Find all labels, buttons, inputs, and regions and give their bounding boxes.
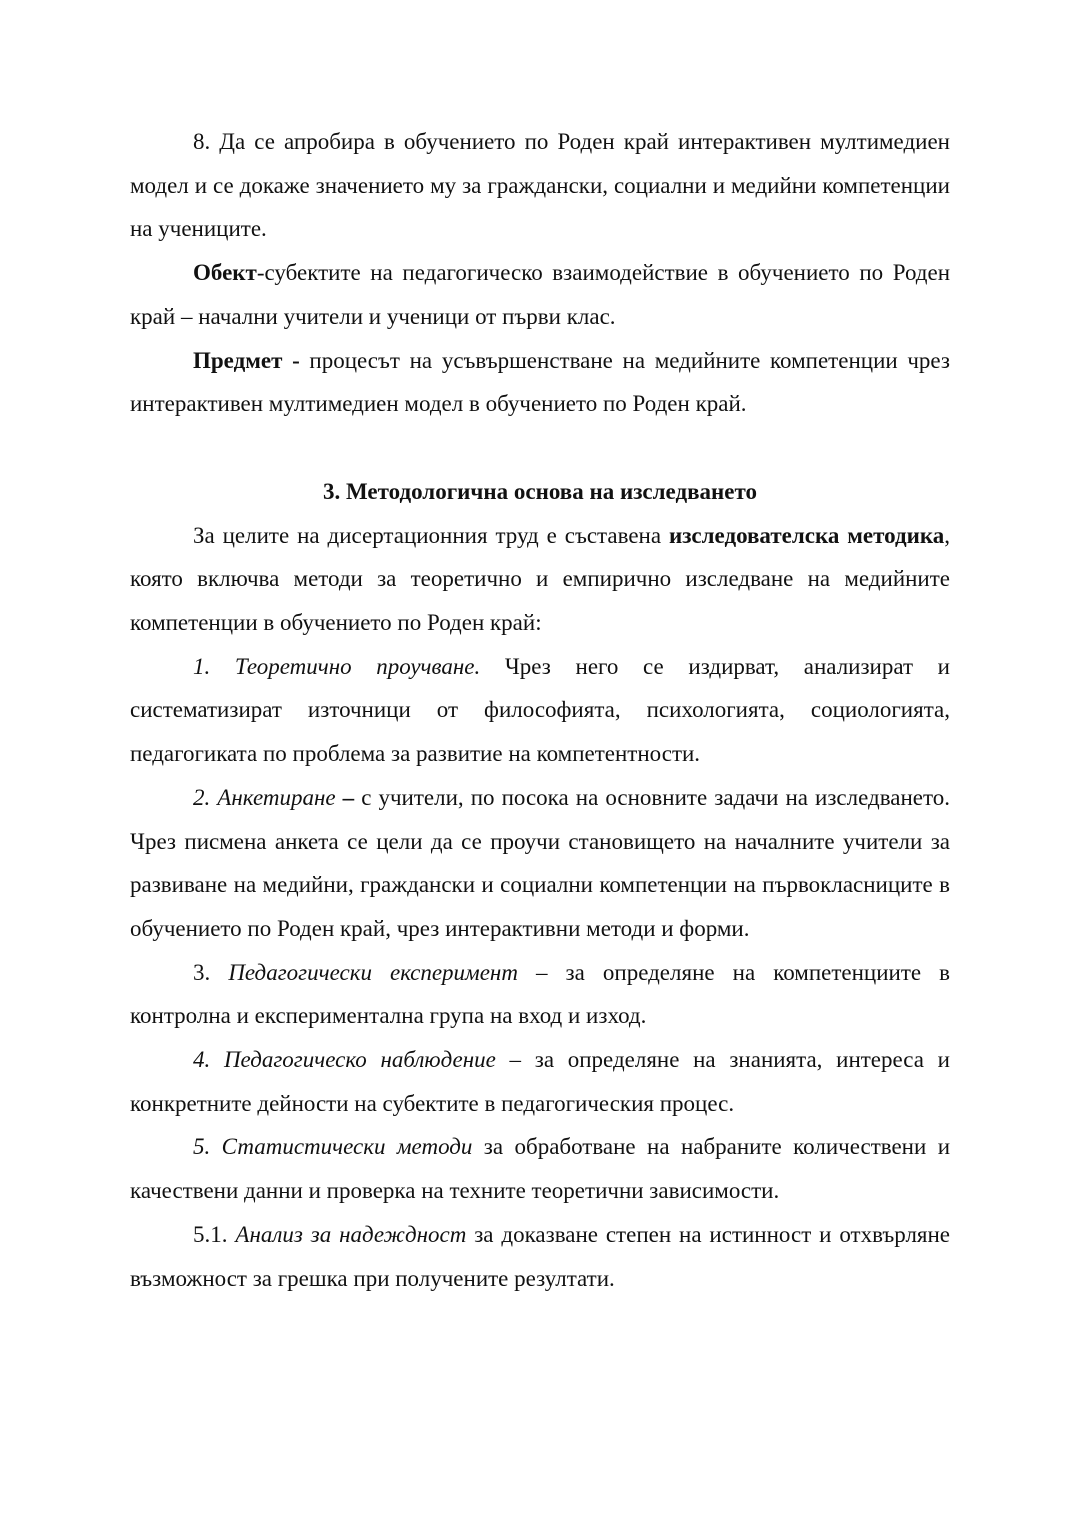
method-item-theoretical-study — [130, 645, 950, 776]
method-number: 5.1. — [193, 1221, 236, 1247]
method-description: за обработване на набраните количествени и качествени данни и проверка на техните теоретични зависимости. — [130, 1134, 951, 1204]
method-title: 5. Статистически методи — [193, 1134, 473, 1160]
paragraph-text: 8. Да се апробира в обучението по Роден край интерактивен мултимедиен модел и се докаже значението му за граждански, социални и медийни компетенции на учениците. — [130, 129, 950, 242]
paragraph-subject — [130, 339, 950, 426]
method-item-experiment — [130, 951, 950, 1038]
section-heading: 3. Методологична основа на изследването — [323, 478, 757, 504]
method-description: за доказване степен на истинност и отхвърляне възможност за грешка при получените резултати. — [130, 1221, 951, 1291]
method-number: 3. — [193, 959, 229, 985]
paragraph-text: процесът на усъвършенстване на медийните компетенции чрез интерактивен мултимедиен модел в обучението по Роден край. — [130, 347, 950, 417]
method-title: 2. Анкетиране — [193, 784, 336, 810]
document-page — [130, 120, 950, 1300]
term-object: Обект — [193, 260, 257, 286]
method-item-survey — [130, 776, 950, 951]
method-item-observation — [130, 1038, 950, 1125]
method-item-reliability — [130, 1213, 950, 1300]
paragraph-methodology-intro — [130, 514, 950, 645]
method-description: с учители, по посока на основните задачи на изследването. Чрез писмена анкета се цели да се проучи становището на началните учители за развиване на медийни, граждански и социални компетенции на първокласниците в обучението по Роден край, чрез интерактивни методи и форми. — [130, 784, 950, 941]
method-item-statistics — [130, 1125, 950, 1212]
paragraph-goal-8 — [130, 120, 950, 251]
paragraph-object — [130, 251, 950, 338]
method-description: Чрез него се издирват, анализират и систематизират източници от философията, психологията, социологията, педагогиката по проблема за развитие на компетентности. — [130, 653, 950, 767]
paragraph-text: За целите на дисертационния труд е съставена — [193, 522, 669, 548]
method-title: 4. Педагогическо наблюдение — [193, 1047, 496, 1073]
method-title: Педагогически експеримент — [228, 959, 518, 985]
method-title: Анализ за надеждност — [235, 1221, 467, 1247]
paragraph-text: , която включва методи за теоретично и емпирично изследване на медийните компетенции в обучението по Роден край: — [130, 522, 951, 636]
method-description: – за определяне на компетенциите в контролна и експериментална група на вход и изход. — [130, 959, 951, 1029]
method-dash: – — [335, 784, 355, 810]
method-title: 1. Теоретично проучване. — [193, 653, 481, 679]
paragraph-text: -субектите на педагогическо взаимодействие в обучението по Роден край – начални учители и ученици от първи клас. — [130, 260, 950, 329]
term-research-methodology: изследователска методика — [668, 522, 945, 548]
term-subject: Предмет - — [193, 347, 300, 373]
section-spacer — [130, 426, 950, 470]
method-description: – за определяне на знанията, интереса и конкретните дейности на субектите в педагогическия процес. — [130, 1047, 950, 1116]
